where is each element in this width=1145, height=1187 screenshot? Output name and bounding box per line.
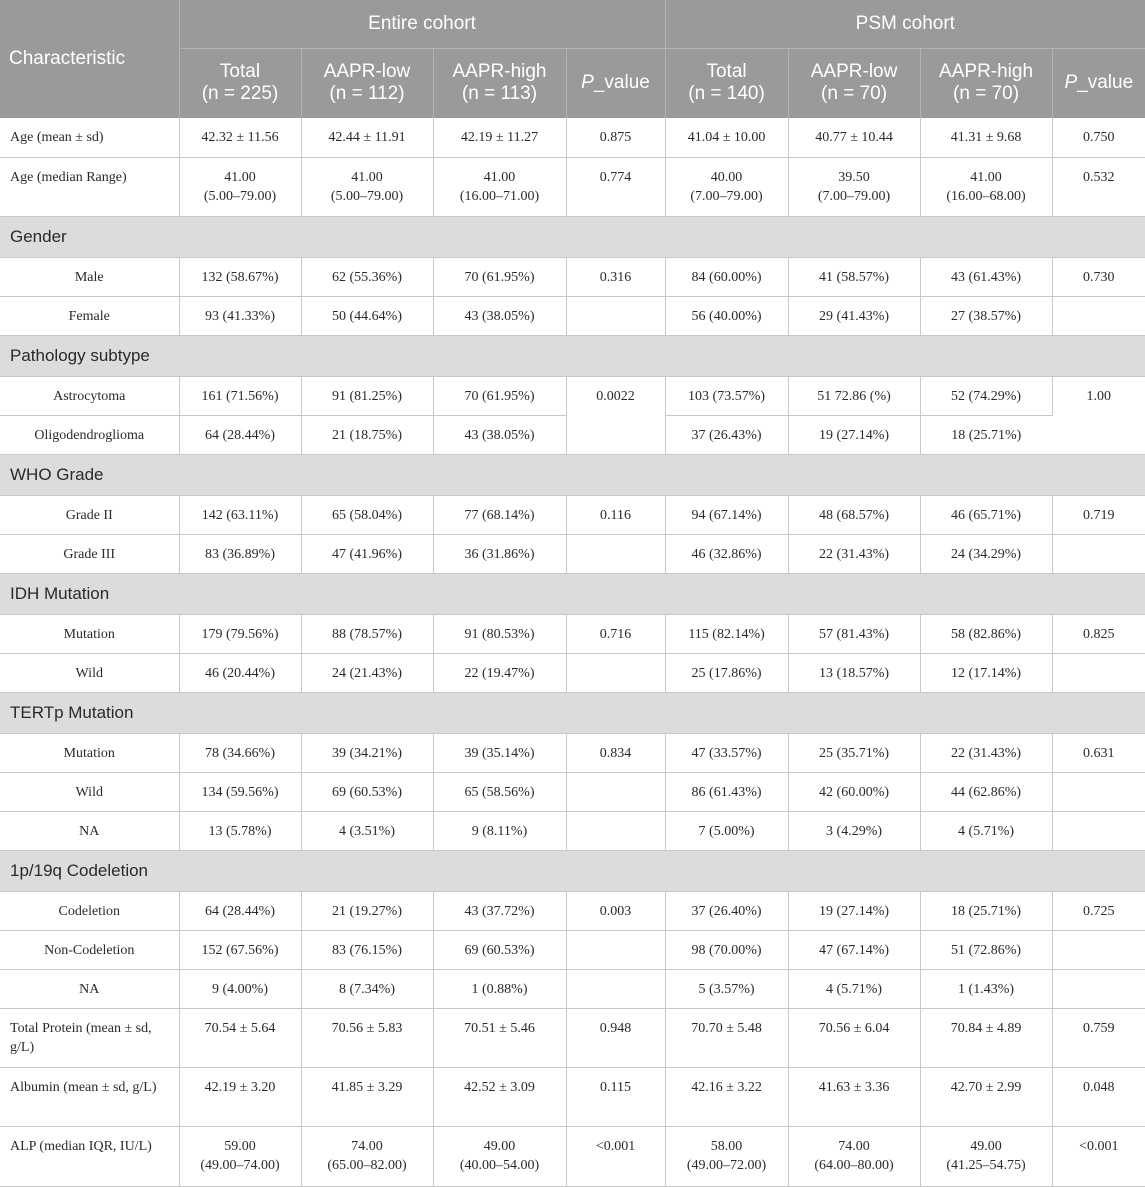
- cell: 49.00 (40.00–54.00): [433, 1126, 566, 1186]
- cell: 43 (38.05%): [433, 415, 566, 454]
- cell: [566, 296, 665, 335]
- section-heading: Gender: [0, 216, 1145, 257]
- row-label: Codeletion: [0, 891, 179, 930]
- cell: 39 (35.14%): [433, 733, 566, 772]
- cell: 0.0022: [566, 376, 665, 454]
- cell: [1052, 296, 1145, 335]
- cell: <0.001: [566, 1126, 665, 1186]
- cell: 0.750: [1052, 118, 1145, 157]
- section-row-tertp: [0, 692, 1145, 733]
- cell: 18 (25.71%): [920, 415, 1052, 454]
- cell: 65 (58.56%): [433, 772, 566, 811]
- cell: 51 (72.86%): [920, 930, 1052, 969]
- section-row-codeletion: [0, 850, 1145, 891]
- cell: 9 (8.11%): [433, 811, 566, 850]
- cell: 5 (3.57%): [665, 969, 788, 1008]
- cell: 52 (74.29%): [920, 376, 1052, 415]
- cell: 24 (34.29%): [920, 534, 1052, 573]
- row-label: Non-Codeletion: [0, 930, 179, 969]
- cell: 40.00 (7.00–79.00): [665, 157, 788, 216]
- cell: 70.51 ± 5.46: [433, 1008, 566, 1067]
- cell: 43 (38.05%): [433, 296, 566, 335]
- cell: 39.50 (7.00–79.00): [788, 157, 920, 216]
- cell: 0.725: [1052, 891, 1145, 930]
- row-label: Mutation: [0, 733, 179, 772]
- row-label: Mutation: [0, 614, 179, 653]
- cell: 37 (26.40%): [665, 891, 788, 930]
- cell: 41.00 (16.00–68.00): [920, 157, 1052, 216]
- cell: 58.00 (49.00–72.00): [665, 1126, 788, 1186]
- cell: 46 (65.71%): [920, 495, 1052, 534]
- cell: 43 (37.72%): [433, 891, 566, 930]
- cell: 42.70 ± 2.99: [920, 1067, 1052, 1126]
- table-row-female: [0, 296, 1145, 335]
- cell: 93 (41.33%): [179, 296, 301, 335]
- cell: 83 (76.15%): [301, 930, 433, 969]
- cell: 0.759: [1052, 1008, 1145, 1067]
- cell: 83 (36.89%): [179, 534, 301, 573]
- table-row-grade-ii: [0, 495, 1145, 534]
- cell: 0.825: [1052, 614, 1145, 653]
- cell: 49.00 (41.25–54.75): [920, 1126, 1052, 1186]
- cell: 22 (19.47%): [433, 653, 566, 692]
- cell: 0.834: [566, 733, 665, 772]
- cell: 41.00 (5.00–79.00): [179, 157, 301, 216]
- cell: 13 (5.78%): [179, 811, 301, 850]
- cell: 0.948: [566, 1008, 665, 1067]
- cell: 69 (60.53%): [301, 772, 433, 811]
- table-row-total-protein: [0, 1008, 1145, 1067]
- cell: 21 (19.27%): [301, 891, 433, 930]
- cell: 70.56 ± 5.83: [301, 1008, 433, 1067]
- section-row-idh: [0, 573, 1145, 614]
- cell: 91 (80.53%): [433, 614, 566, 653]
- cell: 4 (5.71%): [788, 969, 920, 1008]
- cell: 78 (34.66%): [179, 733, 301, 772]
- cell: 42.16 ± 3.22: [665, 1067, 788, 1126]
- cell: 70.54 ± 5.64: [179, 1008, 301, 1067]
- row-label: Female: [0, 296, 179, 335]
- cell: 0.532: [1052, 157, 1145, 216]
- cell: [566, 811, 665, 850]
- table-row-tert-wild: [0, 772, 1145, 811]
- row-label: Total Protein (mean ± sd, g/L): [0, 1008, 179, 1067]
- cell: 115 (82.14%): [665, 614, 788, 653]
- cell: 91 (81.25%): [301, 376, 433, 415]
- cell: 47 (41.96%): [301, 534, 433, 573]
- cell: 9 (4.00%): [179, 969, 301, 1008]
- cell: 7 (5.00%): [665, 811, 788, 850]
- cell: 57 (81.43%): [788, 614, 920, 653]
- cell: 70.70 ± 5.48: [665, 1008, 788, 1067]
- header-entire-aapr-high: AAPR-high (n = 113): [433, 48, 566, 118]
- table-row-male: [0, 257, 1145, 296]
- cell: 1 (1.43%): [920, 969, 1052, 1008]
- cell: [1052, 653, 1145, 692]
- cell: 41.63 ± 3.36: [788, 1067, 920, 1126]
- header-psm-p-value: P_value: [1052, 48, 1145, 118]
- cell: 0.730: [1052, 257, 1145, 296]
- row-label: Wild: [0, 772, 179, 811]
- cell: 8 (7.34%): [301, 969, 433, 1008]
- cell: 56 (40.00%): [665, 296, 788, 335]
- cell: 22 (31.43%): [788, 534, 920, 573]
- cell: 59.00 (49.00–74.00): [179, 1126, 301, 1186]
- cell: 88 (78.57%): [301, 614, 433, 653]
- cell: 69 (60.53%): [433, 930, 566, 969]
- row-label: Wild: [0, 653, 179, 692]
- section-row-pathology: [0, 335, 1145, 376]
- section-row-who-grade: [0, 454, 1145, 495]
- header-characteristic: Characteristic: [0, 0, 179, 118]
- cell: 43 (61.43%): [920, 257, 1052, 296]
- cell: 179 (79.56%): [179, 614, 301, 653]
- header-entire-cohort: Entire cohort: [179, 0, 665, 48]
- cell: 0.116: [566, 495, 665, 534]
- cell: [1052, 811, 1145, 850]
- cell: 42.52 ± 3.09: [433, 1067, 566, 1126]
- cell: 74.00 (65.00–82.00): [301, 1126, 433, 1186]
- cell: 48 (68.57%): [788, 495, 920, 534]
- cell: 41.00 (5.00–79.00): [301, 157, 433, 216]
- cell: 64 (28.44%): [179, 891, 301, 930]
- table-row-codeletion: [0, 891, 1145, 930]
- cell: 41.85 ± 3.29: [301, 1067, 433, 1126]
- header-entire-aapr-low: AAPR-low (n = 112): [301, 48, 433, 118]
- table-row-age-median: [0, 157, 1145, 216]
- cell: 0.875: [566, 118, 665, 157]
- cell: 3 (4.29%): [788, 811, 920, 850]
- header-entire-total: Total (n = 225): [179, 48, 301, 118]
- cell: 161 (71.56%): [179, 376, 301, 415]
- cell: 94 (67.14%): [665, 495, 788, 534]
- row-label: Albumin (mean ± sd, g/L): [0, 1067, 179, 1126]
- table-row-astrocytoma: [0, 376, 1145, 415]
- cell: 29 (41.43%): [788, 296, 920, 335]
- cell: 0.115: [566, 1067, 665, 1126]
- cell: [1052, 534, 1145, 573]
- cell: 142 (63.11%): [179, 495, 301, 534]
- cell: [566, 653, 665, 692]
- header-psm-total: Total (n = 140): [665, 48, 788, 118]
- table-row-albumin: [0, 1067, 1145, 1126]
- cell: 41.31 ± 9.68: [920, 118, 1052, 157]
- cell: 77 (68.14%): [433, 495, 566, 534]
- cell: 0.716: [566, 614, 665, 653]
- cell: 41 (58.57%): [788, 257, 920, 296]
- cell: 42.19 ± 3.20: [179, 1067, 301, 1126]
- cell: 25 (35.71%): [788, 733, 920, 772]
- table-row-tert-mutation: [0, 733, 1145, 772]
- cell: 36 (31.86%): [433, 534, 566, 573]
- cell: 0.048: [1052, 1067, 1145, 1126]
- table-row-tert-na: [0, 811, 1145, 850]
- cell: 13 (18.57%): [788, 653, 920, 692]
- row-label: Grade II: [0, 495, 179, 534]
- cell: 74.00 (64.00–80.00): [788, 1126, 920, 1186]
- cell: 42.19 ± 11.27: [433, 118, 566, 157]
- cell: 1 (0.88%): [433, 969, 566, 1008]
- table-row-age-mean: [0, 118, 1145, 157]
- cell: 0.774: [566, 157, 665, 216]
- cell: 65 (58.04%): [301, 495, 433, 534]
- cell: 58 (82.86%): [920, 614, 1052, 653]
- section-heading: 1p/19q Codeletion: [0, 850, 1145, 891]
- cell: 42 (60.00%): [788, 772, 920, 811]
- cell: 4 (5.71%): [920, 811, 1052, 850]
- cell: 134 (59.56%): [179, 772, 301, 811]
- table-row-grade-iii: [0, 534, 1145, 573]
- header-psm-aapr-high: AAPR-high (n = 70): [920, 48, 1052, 118]
- cell: 12 (17.14%): [920, 653, 1052, 692]
- row-label: Astrocytoma: [0, 376, 179, 415]
- cell: 27 (38.57%): [920, 296, 1052, 335]
- table-row-idh-mutation: [0, 614, 1145, 653]
- cell: 70 (61.95%): [433, 376, 566, 415]
- table-row-idh-wild: [0, 653, 1145, 692]
- row-label: NA: [0, 969, 179, 1008]
- cell: 64 (28.44%): [179, 415, 301, 454]
- cell: 19 (27.14%): [788, 415, 920, 454]
- section-heading: TERTp Mutation: [0, 692, 1145, 733]
- section-heading: IDH Mutation: [0, 573, 1145, 614]
- cell: <0.001: [1052, 1126, 1145, 1186]
- cell: 22 (31.43%): [920, 733, 1052, 772]
- cell: 70.84 ± 4.89: [920, 1008, 1052, 1067]
- cell: 40.77 ± 10.44: [788, 118, 920, 157]
- cell: 0.719: [1052, 495, 1145, 534]
- cell: 44 (62.86%): [920, 772, 1052, 811]
- cell: 46 (20.44%): [179, 653, 301, 692]
- cell: 0.316: [566, 257, 665, 296]
- cell: 86 (61.43%): [665, 772, 788, 811]
- cell: 19 (27.14%): [788, 891, 920, 930]
- header-psm-aapr-low: AAPR-low (n = 70): [788, 48, 920, 118]
- cell: [566, 930, 665, 969]
- cell: 4 (3.51%): [301, 811, 433, 850]
- cell: 51 72.86 (%): [788, 376, 920, 415]
- cell: [1052, 772, 1145, 811]
- cell: 41.00 (16.00–71.00): [433, 157, 566, 216]
- cell: 21 (18.75%): [301, 415, 433, 454]
- row-label: NA: [0, 811, 179, 850]
- cell: 132 (58.67%): [179, 257, 301, 296]
- table-row-codeletion-na: [0, 969, 1145, 1008]
- cell: 50 (44.64%): [301, 296, 433, 335]
- cell: 42.32 ± 11.56: [179, 118, 301, 157]
- cell: 0.003: [566, 891, 665, 930]
- cell: 70.56 ± 6.04: [788, 1008, 920, 1067]
- section-heading: Pathology subtype: [0, 335, 1145, 376]
- cell: 39 (34.21%): [301, 733, 433, 772]
- cell: 84 (60.00%): [665, 257, 788, 296]
- cell: 47 (33.57%): [665, 733, 788, 772]
- cell: 0.631: [1052, 733, 1145, 772]
- cell: 24 (21.43%): [301, 653, 433, 692]
- header-entire-p-value: P_value: [566, 48, 665, 118]
- cell: 62 (55.36%): [301, 257, 433, 296]
- cell: 70 (61.95%): [433, 257, 566, 296]
- section-heading: WHO Grade: [0, 454, 1145, 495]
- cell: 47 (67.14%): [788, 930, 920, 969]
- cell: 41.04 ± 10.00: [665, 118, 788, 157]
- row-label: Grade III: [0, 534, 179, 573]
- cell: 46 (32.86%): [665, 534, 788, 573]
- cell: [566, 969, 665, 1008]
- cell: [566, 772, 665, 811]
- cell: 18 (25.71%): [920, 891, 1052, 930]
- table-header: [0, 0, 1145, 118]
- cell: 37 (26.43%): [665, 415, 788, 454]
- row-label: Age (mean ± sd): [0, 118, 179, 157]
- row-label: ALP (median IQR, IU/L): [0, 1126, 179, 1186]
- cell: 42.44 ± 11.91: [301, 118, 433, 157]
- cell: 1.00: [1052, 376, 1145, 454]
- table-row-non-codeletion: [0, 930, 1145, 969]
- cell: 152 (67.56%): [179, 930, 301, 969]
- cell: 98 (70.00%): [665, 930, 788, 969]
- table-body: [0, 118, 1145, 1186]
- cell: [1052, 969, 1145, 1008]
- row-label: Male: [0, 257, 179, 296]
- row-label: Oligodendroglioma: [0, 415, 179, 454]
- header-psm-cohort: PSM cohort: [665, 0, 1145, 48]
- cell: 103 (73.57%): [665, 376, 788, 415]
- cell: 25 (17.86%): [665, 653, 788, 692]
- row-label: Age (median Range): [0, 157, 179, 216]
- cell: [566, 534, 665, 573]
- cell: [1052, 930, 1145, 969]
- section-row-gender: [0, 216, 1145, 257]
- table-row-alp: [0, 1126, 1145, 1186]
